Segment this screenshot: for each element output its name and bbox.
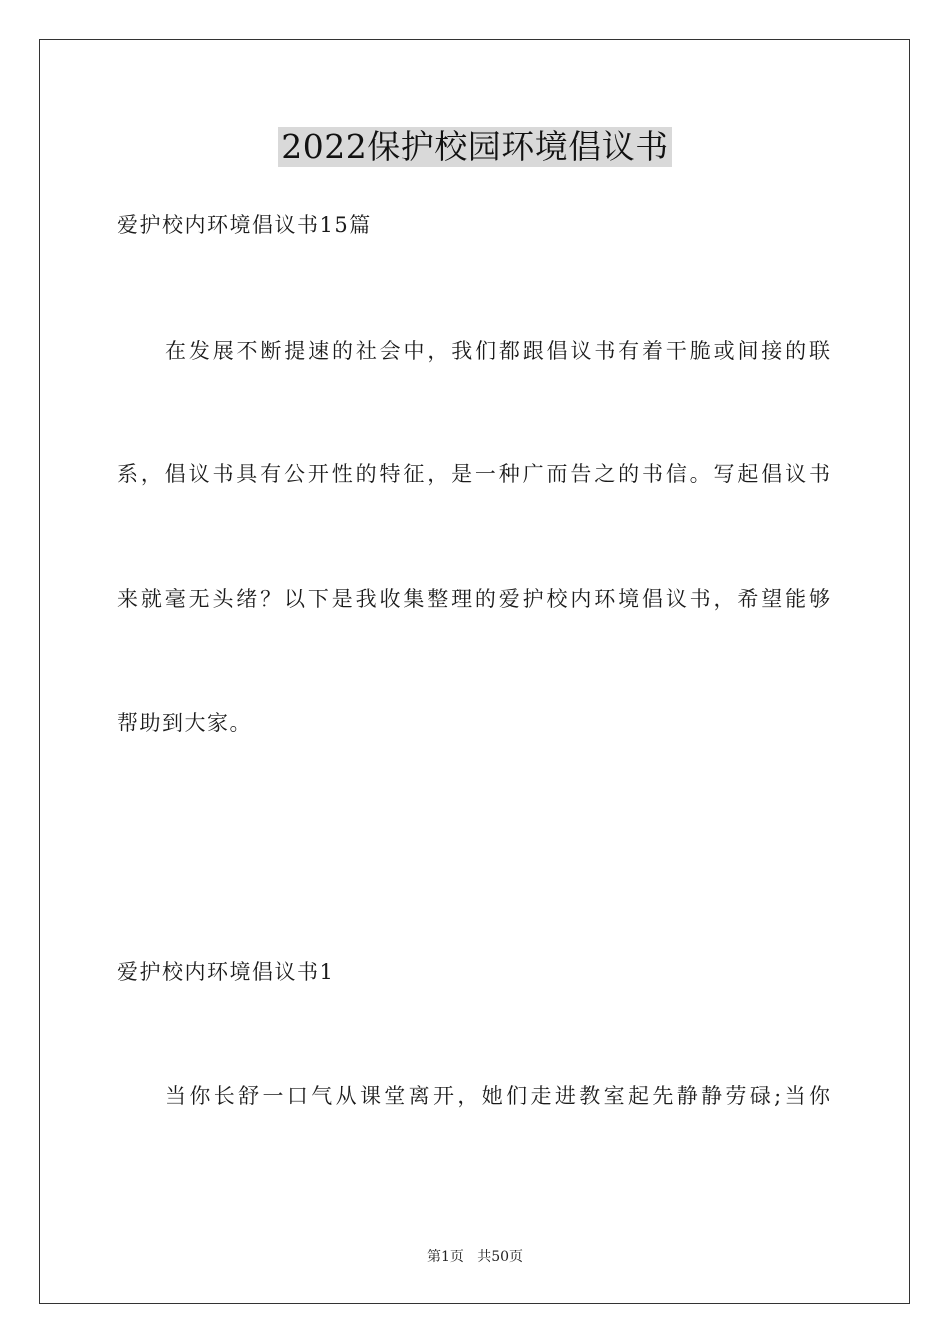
paragraph-line: 在发展不断提速的社会中，我们都跟倡议书有着干脆或间接的联 <box>165 339 830 363</box>
page-number-footer: 第1页 共50页 <box>426 1249 524 1265</box>
title-container <box>0 127 950 167</box>
document-subtitle: 爱护校内环境倡议书15篇 <box>117 213 372 237</box>
paragraph-line: 当你长舒一口气从课堂离开，她们走进教室起先静静劳碌;当你 <box>165 1084 830 1108</box>
paragraph-line: 来就毫无头绪？以下是我收集整理的爱护校内环境倡议书，希望能够 <box>117 587 830 611</box>
paragraph-line: 帮助到大家。 <box>117 711 252 735</box>
document-title: 2022保护校园环境倡议书 <box>278 127 671 167</box>
section-heading: 爱护校内环境倡议书1 <box>117 960 335 984</box>
paragraph-line: 系，倡议书具有公开性的特征，是一种广而告之的书信。写起倡议书 <box>117 462 830 486</box>
